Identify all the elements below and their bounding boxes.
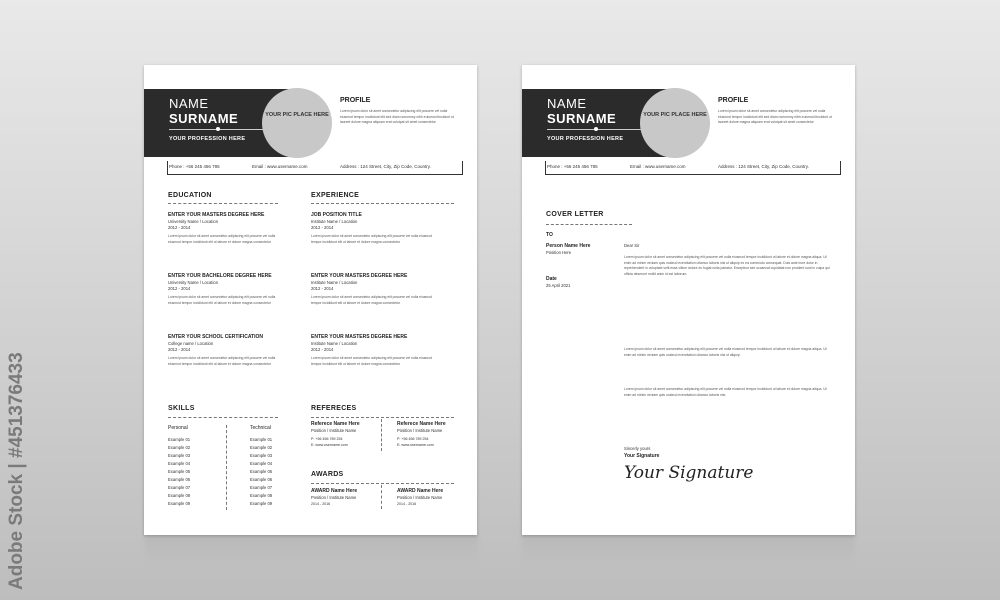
name-surname: SURNAME bbox=[169, 111, 239, 126]
education-item-years: 2012 - 2014 bbox=[168, 286, 191, 291]
skill-technical-item: Example 07 bbox=[250, 485, 273, 490]
experience-item-title: JOB POSITION TITLE bbox=[311, 212, 362, 218]
education-item-text: Lorem ipsum dolor sit amet consectetur adipiscing elit posuere vel nulla eiusmod tempor incididunt elit ut labore et dolore magna consectetur bbox=[168, 295, 276, 305]
experience-item-text: Lorem ipsum dolor sit amet consectetur adipiscing elit posuere vel nulla eiusmod tempor incididunt elit ut labore et dolore magna consectetur bbox=[311, 234, 432, 244]
skill-technical-item: Example 04 bbox=[250, 461, 273, 466]
contact-bar bbox=[167, 161, 463, 175]
divider bbox=[546, 224, 632, 225]
profile-text: Lorem ipsum dolor sit amet consectetur adipiscing elit posuere vel nulla eiusmod tempor incididunt elit sed diam nonummy nibh euismod tincidunt ut laoreet dolore magna aliquam erat volutpat sit amet consectetur bbox=[718, 109, 832, 125]
skills-heading: SKILLS bbox=[168, 405, 195, 412]
experience-item-years: 2012 - 2014 bbox=[311, 286, 334, 291]
skill-personal-item: Example 09 bbox=[168, 501, 191, 506]
phone: Phone : +56 245 456 785 bbox=[169, 164, 220, 169]
profession: YOUR PROFESSION HERE bbox=[547, 136, 624, 142]
reference-name: Referece Name Here bbox=[397, 421, 446, 427]
experience-item-place: Institute Name / Location bbox=[311, 219, 358, 224]
education-item-years: 2012 - 2014 bbox=[168, 225, 191, 230]
experience-heading: EXPERIENCE bbox=[311, 192, 360, 199]
photo-label: YOUR PIC PLACE HERE bbox=[643, 112, 707, 118]
letter-paragraph-1: Lorem ipsum dolor sit amet consectetur adipiscing elit posuere vel nulla eiusmod tempor incididunt ut labore et dolore magna aliqua. Ut enim ad minim veniam quis nostrud exercitation ullamco laboris nisi ut aliquip ex ea commodo consequat. Duis aute irure dolor in reprehenderit in voluptate velit esse cillum dolore eu fugiat nulla pariatur. Excepteur sint occaecat cupidatat non proident sunt in culpa qui officia deserunt mollit anim id est laborum. bbox=[624, 255, 830, 276]
letter-paragraph-3: Lorem ipsum dolor sit amet consectetur adipiscing elit posuere vel nulla eiusmod tempor incididunt ut labore et dolore magna aliqua. Ut enim ad minim veniam quis nostrud exercitation ullamco laboris nisi. bbox=[624, 387, 827, 397]
reference-email: E: www.username.com bbox=[311, 443, 348, 447]
letter-paragraph-2: Lorem ipsum dolor sit amet consectetur adipiscing elit posuere vel nulla eiusmod tempor incididunt ut labore et dolore magna aliqua. Ut enim ad minim veniam quis nostrud exercitation ullamco laboris nisi ut aliquip. bbox=[624, 347, 827, 357]
to-label: TO bbox=[546, 232, 553, 238]
education-item-place: College name / Location bbox=[168, 341, 214, 346]
awards-heading: AWARDS bbox=[311, 471, 344, 478]
reference-position: Position / Institute Name bbox=[311, 428, 357, 433]
skill-personal-item: Example 06 bbox=[168, 477, 191, 482]
contact-bar bbox=[545, 161, 841, 175]
cover-letter-page bbox=[522, 65, 855, 535]
awards-divider bbox=[381, 485, 382, 509]
address: Address : 124 Street, City, Zip Code, Country. bbox=[718, 164, 809, 169]
award-years: 2014 - 2016 bbox=[397, 502, 417, 506]
cover-letter-heading: COVER LETTER bbox=[546, 211, 604, 218]
divider bbox=[311, 483, 454, 484]
phone: Phone : +56 245 456 785 bbox=[547, 164, 598, 169]
skill-technical-item: Example 06 bbox=[250, 477, 273, 482]
name-divider bbox=[169, 129, 269, 130]
stock-watermark: Adobe Stock | #451376433 bbox=[6, 352, 27, 590]
person-name: Person Name Here bbox=[546, 243, 591, 249]
experience-item-years: 2012 - 2014 bbox=[311, 225, 334, 230]
profession: YOUR PROFESSION HERE bbox=[169, 136, 246, 142]
education-heading: EDUCATION bbox=[168, 192, 212, 199]
skills-divider bbox=[226, 425, 227, 510]
person-position: Position Here bbox=[546, 250, 572, 255]
education-item-years: 2012 - 2014 bbox=[168, 347, 191, 352]
photo-placeholder[interactable] bbox=[262, 88, 332, 158]
name-first: NAME bbox=[547, 96, 587, 111]
references-heading: REFERECES bbox=[311, 405, 357, 412]
page-shadow-left bbox=[145, 535, 478, 565]
date-value: 25 April 2021 bbox=[546, 283, 571, 288]
resume-page bbox=[144, 65, 477, 535]
experience-item-title: ENTER YOUR MASTERS DEGREE HERE bbox=[311, 273, 408, 279]
reference-email: E: www.username.com bbox=[397, 443, 434, 447]
date-label: Date bbox=[546, 276, 557, 282]
skill-personal-item: Example 05 bbox=[168, 469, 191, 474]
skill-personal-item: Example 03 bbox=[168, 453, 191, 458]
skill-technical-item: Example 03 bbox=[250, 453, 273, 458]
profile-heading: PROFILE bbox=[340, 97, 371, 104]
photo-placeholder[interactable] bbox=[640, 88, 710, 158]
skill-technical-item: Example 02 bbox=[250, 445, 273, 450]
photo-label: YOUR PIC PLACE HERE bbox=[265, 112, 329, 118]
name-surname: SURNAME bbox=[547, 111, 617, 126]
divider bbox=[168, 417, 278, 418]
skill-technical-item: Example 01 bbox=[250, 437, 273, 442]
award-name: AWARD Name Here bbox=[311, 488, 358, 494]
skill-personal-item: Example 01 bbox=[168, 437, 191, 442]
email: Email : www.username.com bbox=[252, 164, 308, 169]
personal-label: Personal bbox=[168, 425, 188, 431]
profile-text: Lorem ipsum dolor sit amet consectetur adipiscing elit posuere vel nulla eiusmod tempor incididunt elit sed diam nonummy nibh euismod tincidunt ut laoreet dolore magna aliquam erat volutpat sit amet consectetur bbox=[340, 109, 454, 125]
signature-label: Your Signature bbox=[624, 453, 660, 459]
greeting: Dear Sir bbox=[624, 243, 640, 248]
award-name: AWARD Name Here bbox=[397, 488, 444, 494]
reference-phone: P: +56 456 789 254 bbox=[397, 437, 429, 441]
experience-item-years: 2012 - 2014 bbox=[311, 347, 334, 352]
award-position: Position / Institute Name bbox=[397, 495, 443, 500]
email: Email : www.username.com bbox=[630, 164, 686, 169]
experience-item-place: Institute Name / Location bbox=[311, 341, 358, 346]
skill-personal-item: Example 08 bbox=[168, 493, 191, 498]
divider bbox=[168, 203, 278, 204]
experience-item-text: Lorem ipsum dolor sit amet consectetur adipiscing elit posuere vel nulla eiusmod tempor incididunt elit ut labore et dolore magna consectetur bbox=[311, 295, 432, 305]
reference-name: Referece Name Here bbox=[311, 421, 360, 427]
award-position: Position / Institute Name bbox=[311, 495, 357, 500]
education-item-title: ENTER YOUR BACHELORE DEGREE HERE bbox=[168, 273, 272, 279]
education-item-place: University Name / Location bbox=[168, 280, 219, 285]
technical-label: Technical bbox=[250, 425, 271, 431]
name-first: NAME bbox=[169, 96, 209, 111]
closing: Sincerly yours bbox=[624, 446, 651, 451]
divider bbox=[311, 417, 454, 418]
award-years: 2014 - 2016 bbox=[311, 502, 331, 506]
experience-item-place: Institute Name / Location bbox=[311, 280, 358, 285]
skill-technical-item: Example 05 bbox=[250, 469, 273, 474]
reference-phone: P: +56 456 789 254 bbox=[311, 437, 343, 441]
skill-personal-item: Example 02 bbox=[168, 445, 191, 450]
skill-personal-item: Example 04 bbox=[168, 461, 191, 466]
skill-personal-item: Example 07 bbox=[168, 485, 191, 490]
address: Address : 124 Street, City, Zip Code, Country. bbox=[340, 164, 431, 169]
education-item-title: ENTER YOUR SCHOOL CERTIFICATION bbox=[168, 334, 264, 340]
reference-position: Position / Institute Name bbox=[397, 428, 443, 433]
education-item-title: ENTER YOUR MASTERS DEGREE HERE bbox=[168, 212, 265, 218]
page-shadow-right bbox=[522, 535, 855, 565]
name-divider bbox=[547, 129, 647, 130]
signature: Your Signature bbox=[624, 463, 754, 483]
divider bbox=[311, 203, 454, 204]
references-divider bbox=[381, 419, 382, 451]
experience-item-title: ENTER YOUR MASTERS DEGREE HERE bbox=[311, 334, 408, 340]
experience-item-text: Lorem ipsum dolor sit amet consectetur adipiscing elit posuere vel nulla eiusmod tempor incididunt elit ut labore et dolore magna consectetur bbox=[311, 356, 432, 366]
education-item-text: Lorem ipsum dolor sit amet consectetur adipiscing elit posuere vel nulla eiusmod tempor incididunt elit ut labore et dolore magna consectetur bbox=[168, 356, 276, 366]
education-item-place: University Name / Location bbox=[168, 219, 219, 224]
education-item-text: Lorem ipsum dolor sit amet consectetur adipiscing elit posuere vel nulla eiusmod tempor incididunt elit ut labore et dolore magna consectetur bbox=[168, 234, 276, 244]
profile-heading: PROFILE bbox=[718, 97, 749, 104]
skill-technical-item: Example 08 bbox=[250, 493, 273, 498]
skill-technical-item: Example 09 bbox=[250, 501, 273, 506]
